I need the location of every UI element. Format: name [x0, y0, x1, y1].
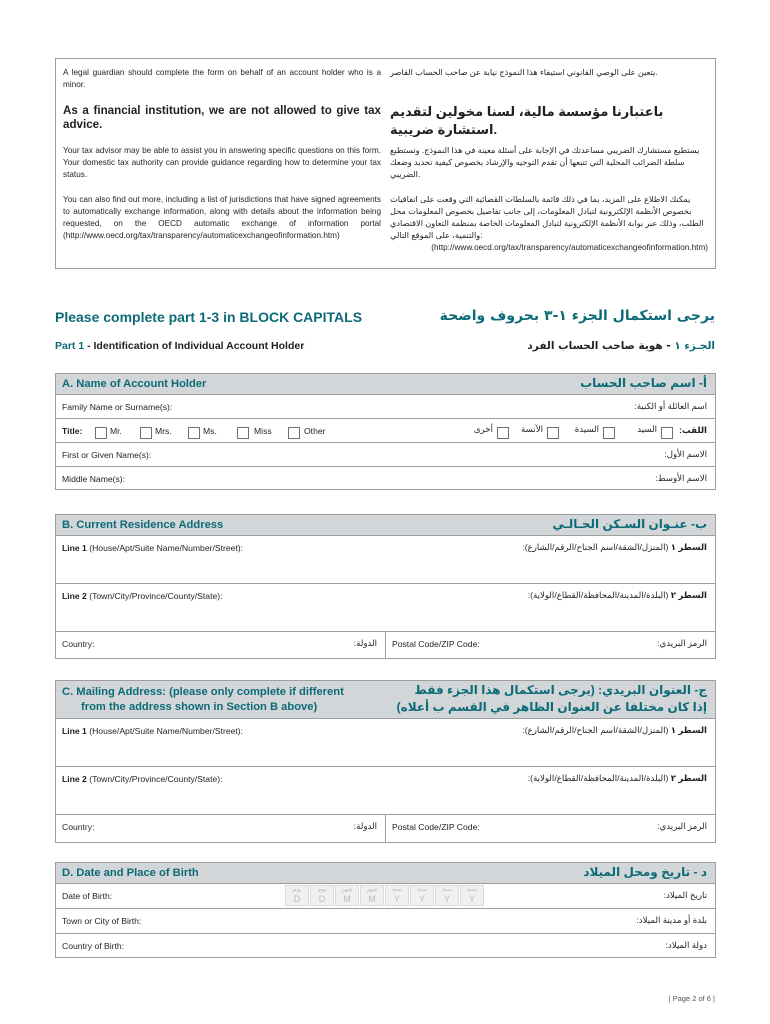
section-b-header [56, 515, 715, 536]
section-c-title-en-line1: C. Mailing Address: (please only complete if different [62, 686, 344, 698]
residence-postal-label-en: Postal Code/ZIP Code: [392, 639, 480, 649]
mailing-line1-row[interactable] [56, 719, 715, 767]
residence-country-field[interactable] [56, 632, 385, 658]
oecd-info-text-en: You can also find out more, including a list of jurisdictions that have signed agreements to automatically exchange information, along with details about the information being requested, on the OECD automatic exchange of information portal (http://www.oecd.org/tax/transparency/automaticexchangeofinformation.htm) [63, 195, 381, 240]
tax-advisor-text-ar: يستطيع مستشارك الضريبي مساعدتك في الإجابة على أسئلة معينة في هذا النموذج. وتستطيع سلطة الضرائب المحلية التي تتبعها أن تقدم التوجيه والإرشاد بخصوص كيفية تحديد وضعك الضريبي. [390, 146, 700, 179]
mailing-line1-label-ar [522, 725, 707, 736]
part1-title-ar: - هوية صاحب الحساب الفرد [527, 340, 675, 352]
residence-line2-label-en [62, 591, 222, 601]
section-d-title-en: D. Date and Place of Birth [62, 867, 199, 879]
mailing-line1-bold-ar: السطر ١ [670, 725, 707, 735]
mailing-country-label-en: Country: [62, 822, 95, 832]
residence-postal-label-ar: الرمز البريدي: [657, 638, 707, 648]
block-capitals-instruction-en: Please complete part 1-3 in BLOCK CAPITALS [55, 309, 363, 325]
title-ar-mr-checkbox[interactable] [661, 424, 673, 442]
country-of-birth-row[interactable] [56, 934, 715, 958]
mailing-line2-bold-en: Line 2 [62, 774, 87, 784]
section-c-title-ar-line1: ج- العنوان البريدي: (يرجى استكمال هذا الجزء فقط [414, 683, 707, 697]
title-miss-checkbox[interactable] [237, 424, 249, 442]
tax-advisor-text-en: Your tax advisor may be able to assist you in answering specific questions on this form. Your domestic tax authority can provide guidance regarding how to determine your tax status. [63, 146, 381, 179]
section-d-header [56, 863, 715, 884]
part1-heading-ar [527, 340, 715, 352]
mailing-line2-desc-ar: (البلدة/المدينة/المحافظة/القطاع/الولاية): [527, 773, 671, 783]
dob-day-digit-2[interactable] [310, 885, 334, 906]
section-c-title-en-line2: from the address shown in Section B above) [81, 701, 318, 713]
title-label-en: Title: [62, 426, 83, 436]
guardian-text-en: A legal guardian should complete the form on behalf of an account holder who is a minor. [63, 68, 381, 89]
mailing-line2-row[interactable] [56, 767, 715, 815]
mailing-postal-label-ar: الرمز البريدي: [657, 821, 707, 831]
dob-year-digit-2[interactable] [410, 885, 434, 906]
residence-line1-bold-en: Line 1 [62, 543, 87, 553]
tax-advice-disclaimer-ar: باعتبارنا مؤسسة مالية، لسنا مخولين لتقديم استشارة ضريبية. [390, 104, 664, 137]
residence-line2-desc-ar: (البلدة/المدينة/المحافظة/القطاع/الولاية): [527, 590, 671, 600]
oecd-url-ar[interactable]: (http://www.oecd.org/tax/transparency/automaticexchangeofinformation.htm) [431, 243, 708, 252]
title-ms-label: Ms. [203, 426, 217, 436]
dob-cell-8-ar: سنة [466, 886, 478, 893]
first-name-row[interactable] [56, 443, 715, 467]
dob-month-digit-1[interactable] [335, 885, 359, 906]
title-other-label: Other [304, 426, 326, 436]
dob-year-digit-4[interactable] [460, 885, 484, 906]
dob-cell-5-en: Y [393, 894, 400, 904]
dob-cell-6-ar: سنة [416, 886, 428, 893]
dob-cell-1-ar: يوم [292, 886, 302, 893]
mailing-line1-label-en [62, 726, 243, 736]
title-other-checkbox[interactable] [288, 424, 300, 442]
section-c-header [56, 681, 715, 719]
dob-label-en: Date of Birth: [62, 891, 113, 901]
section-b-current-residence-address [55, 514, 716, 659]
mailing-country-postal-row [56, 815, 715, 843]
mailing-line1-desc-en: (House/Apt/Suite Name/Number/Street): [86, 726, 244, 736]
dob-day-digit-1[interactable] [285, 885, 309, 906]
title-mrs-label: Mrs. [155, 426, 172, 436]
town-of-birth-label-ar: بلدة أو مدينة الميلاد: [636, 915, 707, 925]
middle-name-row[interactable] [56, 467, 715, 490]
section-d-title-ar: د - تاريخ ومحل الميلاد [583, 865, 707, 879]
town-of-birth-row[interactable] [56, 909, 715, 934]
section-c-mailing-address [55, 680, 716, 843]
mailing-country-label-ar: الدولة: [353, 821, 377, 831]
block-capitals-instruction-ar: يرجى استكمال الجزء ١-٣ بحروف واضحة [439, 308, 715, 324]
mailing-postal-label-en: Postal Code/ZIP Code: [392, 822, 480, 832]
dob-year-digit-1[interactable] [385, 885, 409, 906]
country-of-birth-label-en: Country of Birth: [62, 941, 125, 951]
mailing-line2-label-en [62, 774, 222, 784]
dob-year-digit-3[interactable] [435, 885, 459, 906]
mailing-line1-desc-ar: (المنزل/الشقة/اسم الجناح/الرقم/الشارع): [522, 725, 671, 735]
first-name-label-ar: الاسم الأول: [664, 449, 707, 459]
residence-postal-field[interactable] [386, 632, 715, 658]
guardian-text-ar: يتعين على الوصي القانوني استيفاء هذا النموذج نيابة عن صاحب الحساب القاصر. [390, 68, 658, 77]
residence-line1-row[interactable] [56, 536, 715, 584]
title-mr-label: Mr. [110, 426, 122, 436]
title-ar-mr-label: السيد [637, 425, 657, 435]
mailing-line2-label-ar [528, 773, 707, 784]
oecd-info-text-ar-body: يمكنك الاطلاع على المزيد، بما في ذلك قائمة بالسلطات القضائية التي وقعت على اتفاقيات بخصوص الأنظمة الإلكترونية لتبادل المعلومات، إلى جانب تفاصيل بخصوص المعلومات محل الطلب، وذلك عبر بوابة الأنظمة الإلكترونية لتبادل المعلومات الخاصة بمنظمة التعاون الاقتصادي والتنمية، على الموقع التالي: [390, 195, 704, 240]
family-name-row[interactable] [56, 395, 715, 419]
dob-cell-7-en: Y [443, 894, 450, 904]
residence-country-postal-row [56, 632, 715, 659]
title-mr-checkbox[interactable] [95, 424, 107, 442]
section-d-date-and-place-of-birth [55, 862, 716, 958]
mailing-postal-field[interactable] [386, 815, 715, 842]
dob-cell-4-ar: شهر [366, 886, 378, 893]
oecd-info-text-ar [390, 194, 708, 254]
dob-cell-8-en: Y [468, 894, 475, 904]
title-ms-checkbox[interactable] [188, 424, 200, 442]
section-b-title-ar: ب- عنـوان السـكن الحـالـي [552, 517, 707, 531]
title-ar-mrs-checkbox[interactable] [603, 424, 615, 442]
intro-box [55, 58, 716, 269]
date-of-birth-row [56, 884, 715, 909]
section-a-header [56, 374, 715, 395]
title-label-ar: اللقب: [679, 425, 707, 435]
residence-line1-bold-ar: السطر ١ [670, 542, 707, 552]
dob-cell-4-en: M [368, 894, 376, 904]
residence-line2-desc-en: (Town/City/Province/County/State): [86, 591, 223, 601]
dob-cell-6-en: Y [418, 894, 425, 904]
part1-heading-en [55, 340, 304, 352]
residence-line1-desc-ar: (المنزل/الشقة/اسم الجناح/الرقم/الشارع): [522, 542, 671, 552]
dob-cell-2-ar: يوم [317, 886, 327, 893]
tax-advice-disclaimer-en: As a financial institution, we are not allowed to give tax advice. [63, 104, 381, 131]
residence-line1-label-ar [522, 542, 707, 553]
middle-name-label-en: Middle Name(s): [62, 474, 126, 484]
residence-line2-label-ar [528, 590, 707, 601]
dob-cell-1-en: D [293, 894, 301, 904]
section-c-title-ar-line2: إذا كان مختلفا عن العنوان الظاهر في القسم ب أعلاه) [396, 700, 707, 714]
section-a-title-ar: أ- اسم صاحب الحساب [580, 376, 707, 390]
residence-country-label-ar: الدولة: [353, 638, 377, 648]
title-ar-miss-checkbox[interactable] [547, 424, 559, 442]
section-b-title-en: B. Current Residence Address [62, 519, 224, 531]
town-of-birth-label-en: Town or City of Birth: [62, 916, 142, 926]
mailing-country-field[interactable] [56, 815, 385, 842]
residence-country-label-en: Country: [62, 639, 95, 649]
dob-cell-3-ar: شهر [341, 886, 353, 893]
country-of-birth-label-ar: دولة الميلاد: [665, 940, 707, 950]
title-miss-label: Miss [254, 426, 272, 436]
first-name-label-en: First or Given Name(s): [62, 450, 152, 460]
title-ar-mrs-label: السيدة [574, 425, 599, 435]
residence-line2-bold-en: Line 2 [62, 591, 87, 601]
family-name-label-ar: اسم العائلة أو الكنية: [634, 401, 707, 411]
dob-cell-7-ar: سنة [441, 886, 453, 893]
title-ar-other-label: أخرى [473, 425, 493, 435]
dob-cell-3-en: M [343, 894, 351, 904]
mailing-line1-bold-en: Line 1 [62, 726, 87, 736]
part1-title-en: - Identification of Individual Account Holder [84, 340, 305, 352]
section-a-title-en: A. Name of Account Holder [62, 378, 207, 390]
title-row [56, 419, 715, 443]
part1-label-en: Part 1 [55, 340, 85, 352]
residence-line1-desc-en: (House/Apt/Suite Name/Number/Street): [86, 543, 244, 553]
page-number: | Page 2 of 6 | [668, 994, 715, 1003]
dob-cell-5-ar: سنة [391, 886, 403, 893]
mailing-line2-bold-ar: السطر ٢ [670, 773, 707, 783]
dob-label-ar: تاريخ الميلاد: [663, 890, 707, 900]
residence-line2-bold-ar: السطر ٢ [670, 590, 707, 600]
title-ar-other-checkbox[interactable] [497, 424, 509, 442]
dob-month-digit-2[interactable] [360, 885, 384, 906]
family-name-label-en: Family Name or Surname(s): [62, 402, 173, 412]
residence-line1-label-en [62, 543, 243, 553]
middle-name-label-ar: الاسم الأوسط: [655, 473, 707, 483]
title-mrs-checkbox[interactable] [140, 424, 152, 442]
title-ar-miss-label: الآنسة [521, 425, 543, 435]
section-a-name-of-account-holder [55, 373, 716, 490]
dob-cell-2-en: D [318, 894, 326, 904]
part1-label-ar: الجـزء ١ [674, 340, 715, 352]
residence-line2-row[interactable] [56, 584, 715, 632]
mailing-line2-desc-en: (Town/City/Province/County/State): [86, 774, 223, 784]
